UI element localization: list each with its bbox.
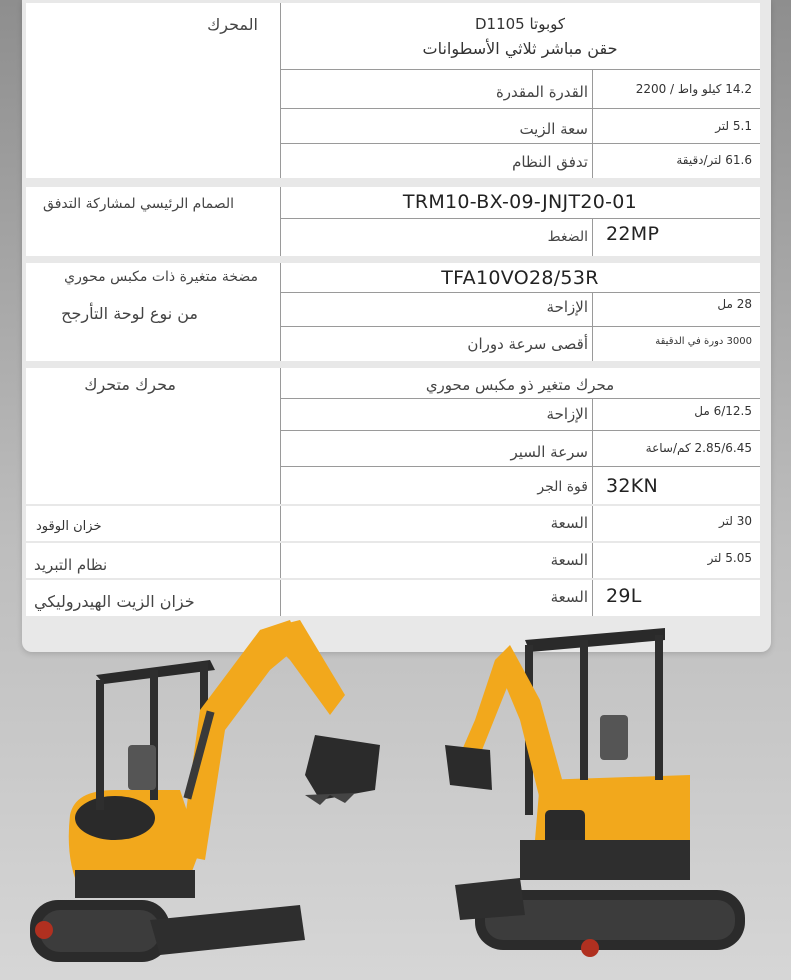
motor-displacement-value: 6/12.5 مل [694,404,752,418]
fuel-tank-header: خزان الوقود [36,519,102,534]
hydraulic-capacity-label: السعة [550,588,588,606]
pressure-label: الضغط [547,229,588,245]
fuel-capacity-label: السعة [550,514,588,532]
pump-section [26,263,760,361]
travel-motor-model: محرك متغير ذو مكبس محوري [425,376,615,394]
mini-excavator-right-image [445,628,745,957]
engine-injection: حقن مباشر ثلاثي الأسطوانات [422,39,618,58]
pressure-value: 22MP [606,223,660,245]
fuel-capacity-value: 30 لتر [719,514,752,528]
cooling-header: نظام التبريد [34,556,108,574]
valve-model: TRM10-BX-09-JNJT20-01 [402,191,638,213]
travel-speed-value: 2.85/6.45 كم/ساعة [645,441,752,455]
pump-model: TFA10VO28/53R [441,267,599,289]
traction-value: 32KN [606,475,659,497]
max-rpm-label: أقصى سرعة دوران [467,335,588,353]
hydraulic-tank-header: خزان الزيت الهيدروليكي [34,592,195,611]
motor-displacement-label: الإزاحة [546,405,588,423]
oil-capacity-label: سعة الزيت [519,120,588,138]
excavator-scene [0,600,791,980]
pump-displacement-label: الإزاحة [546,298,588,316]
pump-header-line1: مضخة متغيرة ذات مكبس محوري [64,269,258,285]
pump-header-line2: من نوع لوحة التأرجح [61,304,198,323]
engine-model: كوبوتا D1105 [474,15,566,33]
system-flow-value: 61.6 لتر/دقيقة [676,153,752,167]
fuel-tank-section [26,506,760,541]
coolant-capacity-value: 5.05 لتر [707,551,752,565]
travel-motor-header: محرك متحرك [84,375,176,394]
valve-header: الصمام الرئيسي لمشاركة التدفق [43,196,234,212]
engine-section [26,3,760,178]
hydraulic-capacity-value: 29L [606,585,642,607]
coolant-capacity-label: السعة [550,551,588,569]
rated-power-label: القدرة المقدرة [495,83,588,101]
travel-speed-label: سرعة السير [510,443,588,461]
engine-header: المحرك [207,15,258,34]
rated-power-value: 14.2 كيلو واط / 2200 [635,82,752,96]
valve-section [26,187,760,256]
system-flow-label: تدفق النظام [512,153,588,171]
pump-displacement-value: 28 مل [717,297,752,311]
traction-label: قوة الجر [537,479,588,495]
max-rpm-value: 3000 دورة في الدقيقة [655,336,752,347]
mini-excavator-left-image [30,620,380,962]
travel-motor-section [26,368,760,504]
cooling-section [26,543,760,578]
oil-capacity-value: 5.1 لتر [715,119,752,133]
